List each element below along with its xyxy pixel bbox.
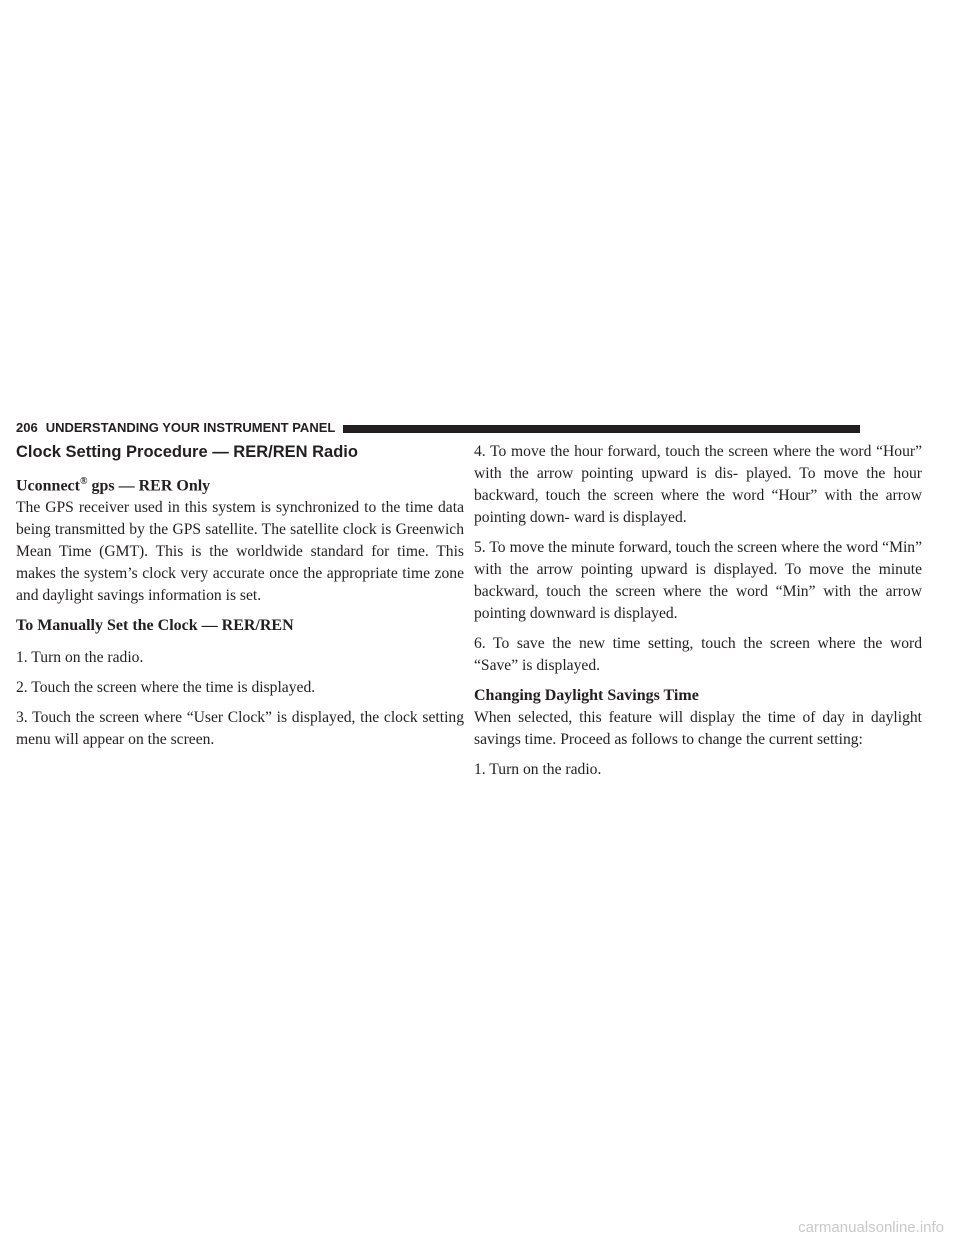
subheading-uconnect xyxy=(16,471,464,497)
step-3: 3. Touch the screen where “User Clock” is displayed, the clock setting menu will appear on the screen. xyxy=(16,709,464,749)
subheading-brand: Uconnect xyxy=(16,477,80,495)
registered-mark: ® xyxy=(79,476,88,487)
watermark: carmanualsonline.info xyxy=(798,1219,944,1236)
subheading-rest: gps — RER Only xyxy=(87,477,211,495)
step-6: 6. To save the new time setting, touch the screen where the word “Save” is displayed. xyxy=(474,635,922,674)
running-title: UNDERSTANDING YOUR INSTRUMENT PANEL xyxy=(45,420,336,435)
daylight-step-1: 1. Turn on the radio. xyxy=(474,761,602,778)
header-rule xyxy=(343,425,860,433)
page-header xyxy=(16,417,860,435)
step-2: 2. Touch the screen where the time is displayed. xyxy=(16,679,316,697)
subheading-daylight: Changing Daylight Savings Time xyxy=(474,687,699,704)
step-1: 1. Turn on the radio. xyxy=(16,649,144,667)
step-5: 5. To move the minute forward, touch the screen where the word “Min” with the arrow pointing upward is displayed. To move the minute backward, touch the screen where the word “Min” with the arrow pointing downward is displayed. xyxy=(474,539,922,622)
subheading-manual-set: To Manually Set the Clock — RER/REN xyxy=(16,617,294,635)
gps-paragraph: The GPS receiver used in this system is synchronized to the time data being transmitted by the GPS satellite. The satellite clock is Greenwich Mean Time (GMT). This is the worldwide standard for time. This makes the system’s clock very accurate once the appropriate time zone and daylight savings information is set. xyxy=(16,499,464,605)
left-column xyxy=(16,441,464,759)
section-title: Clock Setting Procedure — RER/REN Radio xyxy=(16,443,358,461)
page-number: 206 xyxy=(16,420,38,435)
right-column xyxy=(474,441,922,789)
step-4: 4. To move the hour forward, touch the screen where the word “Hour” with the arrow pointing upward is dis- played. To move the hour backward, touch the screen where the word “Hour” with the arrow pointing down- ward is displayed. xyxy=(474,443,922,526)
daylight-paragraph: When selected, this feature will display the time of day in daylight savings time. Proceed as follows to change the current setting: xyxy=(474,709,922,748)
